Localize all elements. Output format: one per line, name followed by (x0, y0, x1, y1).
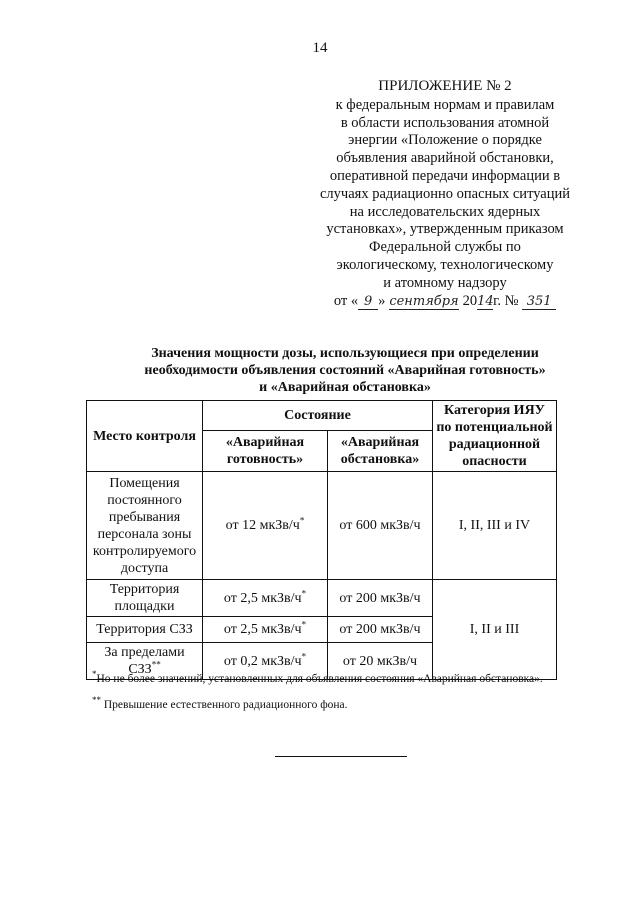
appendix-line: объявления аварийной обстановки, (336, 150, 554, 167)
footnote-mark: * (299, 515, 305, 526)
closing-rule (275, 756, 407, 757)
cell-category: I, II и III (433, 580, 557, 680)
order-prefix: от « (333, 292, 359, 309)
order-after-day: » (378, 292, 386, 309)
table-row (87, 580, 557, 617)
order-date-line (300, 293, 590, 311)
cell-place-value: За пределами СЗЗ (104, 645, 185, 677)
dose-rate-table (86, 400, 557, 680)
header-emergency: «Аварийная обстановка» (328, 431, 433, 472)
footnote (92, 695, 612, 712)
footnote-text: Но не более значений, установленных для объявления состояния «Аварийная обстановка». (96, 673, 543, 685)
cell-place: Территория площадки (87, 580, 203, 617)
cell-place: Помещения постоянного пребывания персонала зоны контролируемого доступа (87, 472, 203, 580)
order-year: 14 (477, 293, 494, 309)
cell-readiness-value: от 0,2 мкЗв/ч (223, 653, 302, 669)
appendix-heading: ПРИЛОЖЕНИЕ № 2 (378, 78, 512, 94)
footnotes (92, 669, 612, 724)
header-place: Место контроля (87, 401, 203, 472)
cell-readiness-value: от 12 мкЗв/ч (225, 518, 300, 533)
cell-readiness (203, 580, 328, 617)
footnote-mark: * (301, 587, 307, 598)
cell-emergency: от 200 мкЗв/ч (328, 617, 433, 643)
appendix-line: на исследовательских ядерных (349, 203, 541, 220)
order-number: 351 (522, 295, 556, 310)
appendix-line: и атомному надзору (383, 274, 507, 291)
appendix-line: случаях радиационно опасных ситуаций (320, 185, 570, 202)
appendix-line: экологическому, технологическому (336, 256, 554, 273)
header-state: Состояние (203, 401, 433, 431)
cell-emergency: от 200 мкЗв/ч (328, 580, 433, 617)
title-line: и «Аварийная обстановка» (259, 380, 431, 395)
cell-readiness-value: от 2,5 мкЗв/ч (223, 622, 302, 637)
header-category: Категория ИЯУ по потенциальной радиационной опасности (433, 401, 557, 472)
appendix-line: оперативной передачи информации в (329, 167, 561, 184)
footnote-mark: ** (92, 695, 101, 706)
table-row (87, 472, 557, 580)
cell-category: I, II, III и IV (433, 472, 557, 580)
footnote-text: Превышение естественного радиационного фона. (101, 699, 348, 711)
footnote-mark: * (92, 669, 97, 680)
footnote-mark: ** (151, 659, 161, 670)
cell-emergency: от 20 мкЗв/ч (328, 643, 433, 680)
page-number: 14 (312, 40, 328, 56)
table-title (80, 345, 610, 396)
cell-place: Территория СЗЗ (87, 617, 203, 643)
order-after-year: г. № (493, 292, 519, 309)
title-line: необходимости объявления состояний «Аварийная готовность» (144, 363, 546, 378)
order-day: 9 (358, 295, 378, 310)
appendix-line: в области использования атомной (340, 114, 550, 131)
cell-emergency: от 600 мкЗв/ч (328, 472, 433, 580)
footnote-mark: * (301, 619, 307, 630)
cell-readiness (203, 617, 328, 643)
header-row (87, 401, 557, 431)
title-line: Значения мощности дозы, использующиеся при определении (151, 346, 539, 361)
appendix-block (300, 78, 590, 310)
order-year-prefix: 20 (462, 292, 478, 309)
footnote (92, 669, 612, 686)
footnote-mark: * (301, 650, 307, 661)
header-readiness: «Аварийная готовность» (203, 431, 328, 472)
appendix-line: к федеральным нормам и правилам (335, 96, 555, 113)
appendix-line: энергии «Положение о порядке (348, 132, 542, 149)
cell-readiness (203, 472, 328, 580)
appendix-line: установках», утвержденным приказом (326, 221, 564, 238)
order-month: сентября (389, 293, 459, 309)
appendix-line: Федеральной службы по (369, 239, 521, 256)
cell-readiness-value: от 2,5 мкЗв/ч (223, 590, 302, 606)
